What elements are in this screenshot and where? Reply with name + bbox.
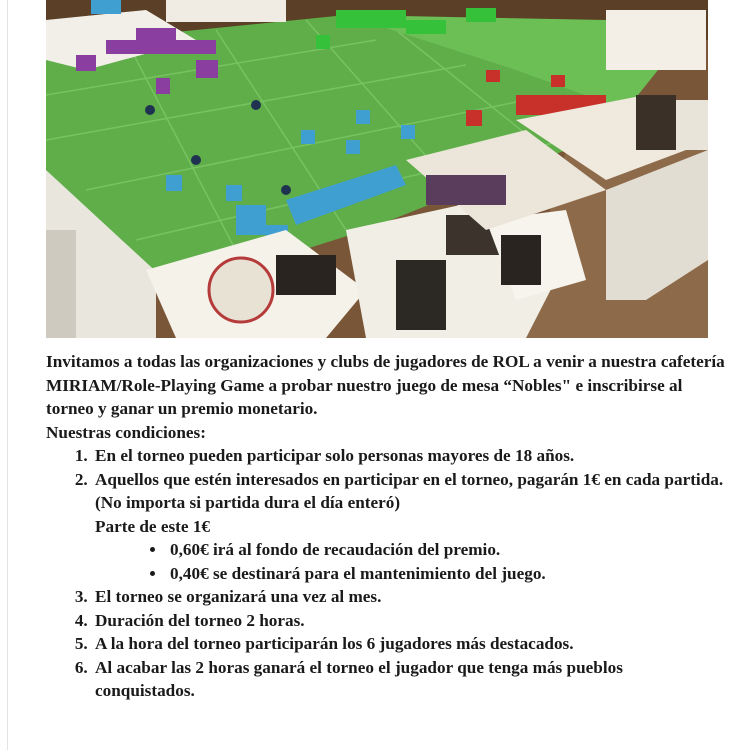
condition-item: 1. En el torneo pueden participar solo personas mayores de 18 años. xyxy=(92,444,726,468)
fee-breakdown-heading: Parte de este 1€ xyxy=(95,516,211,536)
condition-item: 4. Duración del torneo 2 horas. xyxy=(92,609,726,633)
conditions-heading: Nuestras condiciones: xyxy=(46,422,206,442)
condition-item: 5. A la hora del torneo participarán los 6 jugadores más destacados. xyxy=(92,632,726,656)
board-game-photo xyxy=(46,0,708,338)
invitation-text xyxy=(46,350,726,703)
fee-item: • 0,60€ irá al fondo de recaudación del premio. xyxy=(167,538,726,562)
intro-paragraph: Invitamos a todas las organizaciones y clubs de jugadores de ROL a venir a nuestra cafetería MIRIAM/Role-Playing Game a probar nuestro juego de mesa “Nobles" e inscribirse al torneo y ganar un premio monetario. xyxy=(46,352,725,418)
condition-item: 2. Aquellos que estén interesados en participar en el torneo, pagarán 1€ en cada partida. (No importa si partida dura el día enteró) Parte de este 1€ • 0,60€ irá al fondo de recaudación del premio. • 0,40€ se destinará para el mantenimiento del juego. xyxy=(92,468,726,586)
fee-breakdown-list xyxy=(95,538,726,585)
condition-item: 6. Al acabar las 2 horas ganará el torneo el jugador que tenga más pueblos conquistados. xyxy=(92,656,726,703)
conditions-list xyxy=(46,444,726,703)
page-margin-rule xyxy=(7,0,8,750)
fee-item: • 0,40€ se destinará para el mantenimiento del juego. xyxy=(167,562,726,586)
board-game-illustration xyxy=(46,0,708,338)
condition-item: 3. El torneo se organizará una vez al mes. xyxy=(92,585,726,609)
